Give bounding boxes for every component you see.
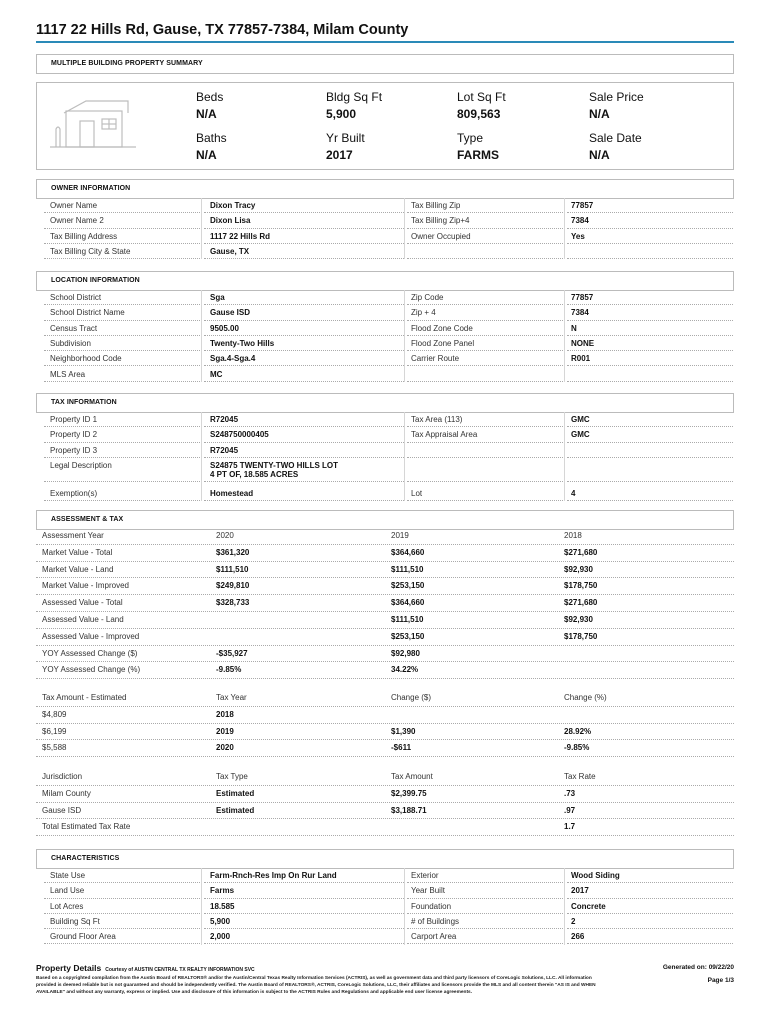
field-label: Exemption(s) bbox=[50, 489, 98, 498]
row-value: $111,510 bbox=[391, 615, 424, 624]
field-label bbox=[411, 244, 557, 259]
table-row bbox=[36, 929, 734, 944]
row-value bbox=[216, 629, 386, 646]
row-value: $253,150 bbox=[391, 581, 425, 591]
table-row bbox=[36, 786, 734, 803]
row-label: Assessed Value - Improved bbox=[42, 631, 140, 641]
row-value: .73 bbox=[564, 788, 576, 798]
row-value bbox=[564, 662, 729, 679]
row-value: Estimated bbox=[216, 788, 255, 798]
table-row bbox=[36, 690, 734, 707]
row-label: $6,199 bbox=[42, 726, 67, 736]
field-value: R001 bbox=[571, 354, 591, 364]
field-label: Tax Area (113) bbox=[411, 415, 463, 424]
field-label: Neighborhood Code bbox=[50, 354, 122, 364]
table-row bbox=[36, 883, 734, 898]
field-label: Tax Billing City & State bbox=[50, 246, 131, 256]
field-value: 2,000 bbox=[210, 932, 231, 942]
row-label: Market Value - Total bbox=[42, 547, 113, 557]
field-value: 2 bbox=[571, 916, 576, 926]
table-row bbox=[36, 290, 734, 305]
row-value: $111,510 bbox=[391, 564, 424, 574]
table-row bbox=[36, 545, 734, 562]
field-label: Lot Acres bbox=[50, 901, 84, 911]
summary-header: MULTIPLE BUILDING PROPERTY SUMMARY bbox=[36, 54, 734, 74]
field-label: Property ID 1 bbox=[50, 415, 98, 424]
field-value: Yes bbox=[571, 231, 585, 241]
column-header: Change (%) bbox=[564, 693, 607, 702]
row-label: YOY Assessed Change ($) bbox=[42, 648, 138, 658]
summary-label: Lot Sq Ft bbox=[457, 90, 506, 104]
field-value: N bbox=[571, 323, 577, 333]
courtesy-text: Courtesy of AUSTIN CENTRAL TX REALTY INFORMATION SVC bbox=[105, 967, 255, 973]
field-label bbox=[50, 467, 196, 482]
row-label: Tax Amount - Estimated bbox=[42, 693, 127, 702]
property-title: 1117 22 Hills Rd, Gause, TX 77857-7384, Milam County bbox=[36, 22, 409, 38]
field-value bbox=[571, 244, 731, 259]
summary-item bbox=[457, 131, 499, 162]
field-label: Census Tract bbox=[50, 323, 98, 333]
table-row bbox=[36, 562, 734, 579]
table-row bbox=[36, 198, 734, 213]
summary-value: 2017 bbox=[326, 148, 353, 162]
summary-value: N/A bbox=[196, 107, 217, 121]
row-value: Estimated bbox=[216, 805, 255, 815]
field-value: 9505.00 bbox=[210, 323, 239, 333]
field-label: Flood Zone Panel bbox=[411, 338, 475, 348]
row-value: 2018 bbox=[216, 709, 234, 719]
table-row bbox=[36, 229, 734, 244]
field-value bbox=[571, 467, 731, 482]
row-label: $5,588 bbox=[42, 743, 67, 753]
row-value bbox=[216, 612, 386, 629]
location-section-header: LOCATION INFORMATION bbox=[36, 271, 734, 291]
field-value: 5,900 bbox=[210, 916, 231, 926]
row-value: $92,930 bbox=[564, 615, 593, 624]
column-header: 2018 bbox=[564, 531, 582, 540]
table-row bbox=[36, 244, 734, 259]
row-value: $271,680 bbox=[564, 598, 598, 608]
table-row bbox=[36, 595, 734, 612]
table-row bbox=[36, 868, 734, 883]
field-value: R72045 bbox=[210, 445, 239, 455]
row-value: $328,733 bbox=[216, 598, 250, 608]
field-value: Sga bbox=[210, 293, 225, 302]
field-label: State Use bbox=[50, 871, 86, 880]
row-value: 2020 bbox=[216, 743, 234, 753]
summary-item bbox=[589, 90, 644, 121]
column-header: Change ($) bbox=[391, 693, 432, 702]
characteristics-section-header: CHARACTERISTICS bbox=[36, 849, 734, 869]
summary-item bbox=[326, 131, 365, 162]
row-label: Market Value - Land bbox=[42, 564, 114, 574]
row-label: Milam County bbox=[42, 788, 91, 798]
field-label bbox=[411, 443, 557, 458]
summary-label: Baths bbox=[196, 131, 227, 145]
field-label: Owner Occupied bbox=[411, 231, 471, 241]
field-value: MC bbox=[210, 369, 223, 379]
summary-label: Sale Date bbox=[589, 131, 642, 145]
table-row bbox=[36, 662, 734, 679]
field-value: Twenty-Two Hills bbox=[210, 338, 275, 348]
summary-label: Sale Price bbox=[589, 90, 644, 104]
field-value: NONE bbox=[571, 338, 595, 348]
table-row bbox=[36, 213, 734, 228]
house-icon bbox=[36, 99, 156, 155]
row-value: $364,660 bbox=[391, 547, 425, 557]
generated-date: Generated on: 09/22/20 bbox=[662, 964, 734, 971]
table-row bbox=[36, 578, 734, 595]
field-value: Homestead bbox=[210, 489, 254, 498]
table-row bbox=[36, 914, 734, 929]
row-value: $1,390 bbox=[391, 726, 416, 736]
field-label: Tax Billing Zip+4 bbox=[411, 216, 470, 226]
table-row bbox=[36, 819, 734, 836]
row-value: $178,750 bbox=[564, 631, 598, 641]
field-value: GMC bbox=[571, 415, 590, 424]
table-row bbox=[36, 528, 734, 545]
table-row bbox=[36, 351, 734, 366]
field-value: Farm-Rnch-Res Imp On Rur Land bbox=[210, 871, 337, 880]
field-label: Legal Description bbox=[50, 460, 112, 470]
field-label: Lot bbox=[411, 489, 423, 498]
row-value: $111,510 bbox=[216, 564, 249, 574]
row-label: $4,809 bbox=[42, 709, 67, 719]
summary-value: 809,563 bbox=[457, 107, 501, 121]
table-row bbox=[36, 629, 734, 646]
row-value: $361,320 bbox=[216, 547, 250, 557]
footer-title: Property Details Courtesy of AUSTIN CENTRAL TX REALTY INFORMATION SVC bbox=[36, 963, 255, 973]
field-value: Sga.4-Sga.4 bbox=[210, 354, 256, 364]
row-value: $3,188.71 bbox=[391, 805, 427, 815]
table-row bbox=[36, 412, 734, 427]
field-value: S248750000405 bbox=[210, 430, 269, 440]
row-value: 34.22% bbox=[391, 665, 419, 675]
row-value: 2019 bbox=[216, 726, 234, 736]
field-label: Year Built bbox=[411, 886, 445, 896]
page-number: Page 1/3 bbox=[707, 977, 734, 984]
table-row bbox=[36, 305, 734, 320]
summary-value: N/A bbox=[589, 148, 610, 162]
field-value: Farms bbox=[210, 886, 235, 896]
column-header: 2019 bbox=[391, 531, 409, 540]
field-value: 2017 bbox=[571, 886, 589, 896]
field-label: Owner Name bbox=[50, 201, 98, 210]
field-label: Tax Billing Zip bbox=[411, 201, 461, 210]
row-value: $92,980 bbox=[391, 648, 420, 658]
row-value: $271,680 bbox=[564, 547, 598, 557]
table-row bbox=[36, 427, 734, 442]
column-header: 2020 bbox=[216, 531, 234, 540]
field-value: Concrete bbox=[571, 901, 606, 911]
summary-item bbox=[196, 131, 227, 162]
summary-label: Bldg Sq Ft bbox=[326, 90, 383, 104]
table-row bbox=[36, 769, 734, 786]
row-value: -$35,927 bbox=[216, 648, 248, 658]
row-value: $2,399.75 bbox=[391, 788, 427, 798]
title-divider bbox=[36, 41, 734, 43]
field-value bbox=[571, 443, 731, 458]
field-value: 266 bbox=[571, 932, 585, 942]
field-label: Property ID 2 bbox=[50, 430, 98, 440]
table-row bbox=[36, 646, 734, 663]
column-header: Tax Amount bbox=[391, 772, 433, 781]
field-value: Gause ISD bbox=[210, 308, 251, 318]
row-value: 28.92% bbox=[564, 726, 592, 736]
summary-label: Beds bbox=[196, 90, 224, 104]
table-row bbox=[36, 740, 734, 757]
table-row bbox=[36, 803, 734, 820]
row-label: Jurisdiction bbox=[42, 772, 83, 781]
table-row bbox=[36, 367, 734, 382]
field-value: 77857 bbox=[571, 201, 594, 210]
row-label: Assessed Value - Total bbox=[42, 598, 123, 608]
table-row bbox=[36, 899, 734, 914]
field-value: 18.585 bbox=[210, 901, 235, 911]
field-label: Land Use bbox=[50, 886, 85, 896]
row-value: -$611 bbox=[391, 743, 412, 753]
column-header: Tax Rate bbox=[564, 772, 596, 781]
row-label: Total Estimated Tax Rate bbox=[42, 822, 131, 832]
row-label: Assessed Value - Land bbox=[42, 615, 124, 624]
disclaimer-text: Based on a copyrighted compilation from the Austin Board of REALTORS® and/or the Austin/Central Texas Realty Information Services (ACTRIS), as well as government data and third party licensors of CoreLogic Solutions, LLC. All information provided is deemed reliable but is not guaranteed and should be independently verified. The Austin Board of REALTORS®, ACTRIS, CoreLogic Solutions, LLC, their affiliates and licensors provide the MLS and all content therein "AS IS and WHEN AVAILABLE" and without any warranty, express or implied. Use and disclosure of this information is subject to the ACTRIS Rules and Regulations and applicable end user license agreements. bbox=[36, 976, 596, 995]
field-value bbox=[571, 367, 731, 382]
table-row bbox=[36, 443, 734, 458]
row-value bbox=[391, 819, 561, 836]
field-label: Building Sq Ft bbox=[50, 916, 100, 926]
summary-item bbox=[457, 90, 506, 121]
row-value: $249,810 bbox=[216, 581, 250, 591]
row-value: $253,150 bbox=[391, 631, 425, 641]
row-label: YOY Assessed Change (%) bbox=[42, 665, 141, 675]
row-value bbox=[391, 707, 561, 724]
column-header: Tax Type bbox=[216, 772, 248, 781]
row-value bbox=[216, 819, 386, 836]
field-value: Dixon Lisa bbox=[210, 216, 251, 226]
summary-label: Yr Built bbox=[326, 131, 365, 145]
field-label bbox=[411, 367, 557, 382]
field-value: S24875 TWENTY-TWO HILLS LOT bbox=[210, 460, 339, 470]
field-value: 4 PT OF, 18.585 ACRES bbox=[210, 469, 299, 479]
field-label: Property ID 3 bbox=[50, 445, 98, 455]
row-value: $178,750 bbox=[564, 581, 598, 591]
table-row bbox=[36, 612, 734, 629]
field-label bbox=[411, 467, 557, 482]
row-label: Gause ISD bbox=[42, 805, 82, 815]
row-label: Market Value - Improved bbox=[42, 581, 129, 591]
field-label: Carport Area bbox=[411, 932, 457, 942]
table-row bbox=[36, 467, 734, 482]
field-label: Carrier Route bbox=[411, 354, 460, 364]
row-value bbox=[564, 646, 729, 663]
summary-label: Type bbox=[457, 131, 484, 145]
column-header: Tax Year bbox=[216, 693, 247, 702]
assessment-section-header: ASSESSMENT & TAX bbox=[36, 510, 734, 530]
row-label: Assessment Year bbox=[42, 531, 104, 540]
field-label: Exterior bbox=[411, 871, 439, 880]
tax-section-header: TAX INFORMATION bbox=[36, 393, 734, 413]
field-label: MLS Area bbox=[50, 369, 86, 379]
field-value: Dixon Tracy bbox=[210, 201, 256, 210]
table-row bbox=[36, 336, 734, 351]
field-label: Foundation bbox=[411, 901, 452, 911]
table-row bbox=[36, 486, 734, 501]
summary-value: 5,900 bbox=[326, 107, 357, 121]
table-row bbox=[36, 321, 734, 336]
field-value: GMC bbox=[571, 430, 590, 440]
summary-item bbox=[326, 90, 382, 121]
field-label: Ground Floor Area bbox=[50, 932, 116, 942]
summary-value: FARMS bbox=[457, 148, 499, 162]
owner-section-header: OWNER INFORMATION bbox=[36, 179, 734, 199]
field-value: R72045 bbox=[210, 415, 239, 424]
field-value: 1117 22 Hills Rd bbox=[210, 231, 271, 241]
field-label: School District Name bbox=[50, 308, 125, 318]
field-value: Wood Siding bbox=[571, 871, 620, 880]
row-value: -9.85% bbox=[564, 743, 590, 753]
row-value: -9.85% bbox=[216, 665, 242, 675]
field-value: 7384 bbox=[571, 216, 589, 226]
row-value: $364,660 bbox=[391, 598, 425, 608]
row-value: .97 bbox=[564, 805, 576, 815]
field-label: School District bbox=[50, 293, 102, 302]
row-value: 1.7 bbox=[564, 822, 576, 832]
summary-value: N/A bbox=[196, 148, 217, 162]
table-row bbox=[36, 724, 734, 741]
field-value: 7384 bbox=[571, 308, 589, 318]
field-value: Gause, TX bbox=[210, 246, 250, 256]
field-label: Subdivision bbox=[50, 338, 91, 348]
field-label: # of Buildings bbox=[411, 916, 460, 926]
table-row bbox=[36, 707, 734, 724]
field-label: Zip Code bbox=[411, 293, 444, 302]
field-label: Tax Appraisal Area bbox=[411, 430, 478, 440]
row-value: $92,930 bbox=[564, 564, 593, 574]
field-label: Flood Zone Code bbox=[411, 323, 473, 333]
field-value: 4 bbox=[571, 489, 576, 498]
summary-item bbox=[589, 131, 642, 162]
summary-value: N/A bbox=[589, 107, 610, 121]
field-label: Zip + 4 bbox=[411, 308, 436, 318]
field-label: Tax Billing Address bbox=[50, 231, 118, 241]
row-value bbox=[564, 707, 729, 724]
field-label: Owner Name 2 bbox=[50, 216, 104, 226]
field-value: 77857 bbox=[571, 293, 594, 302]
summary-item bbox=[196, 90, 223, 121]
